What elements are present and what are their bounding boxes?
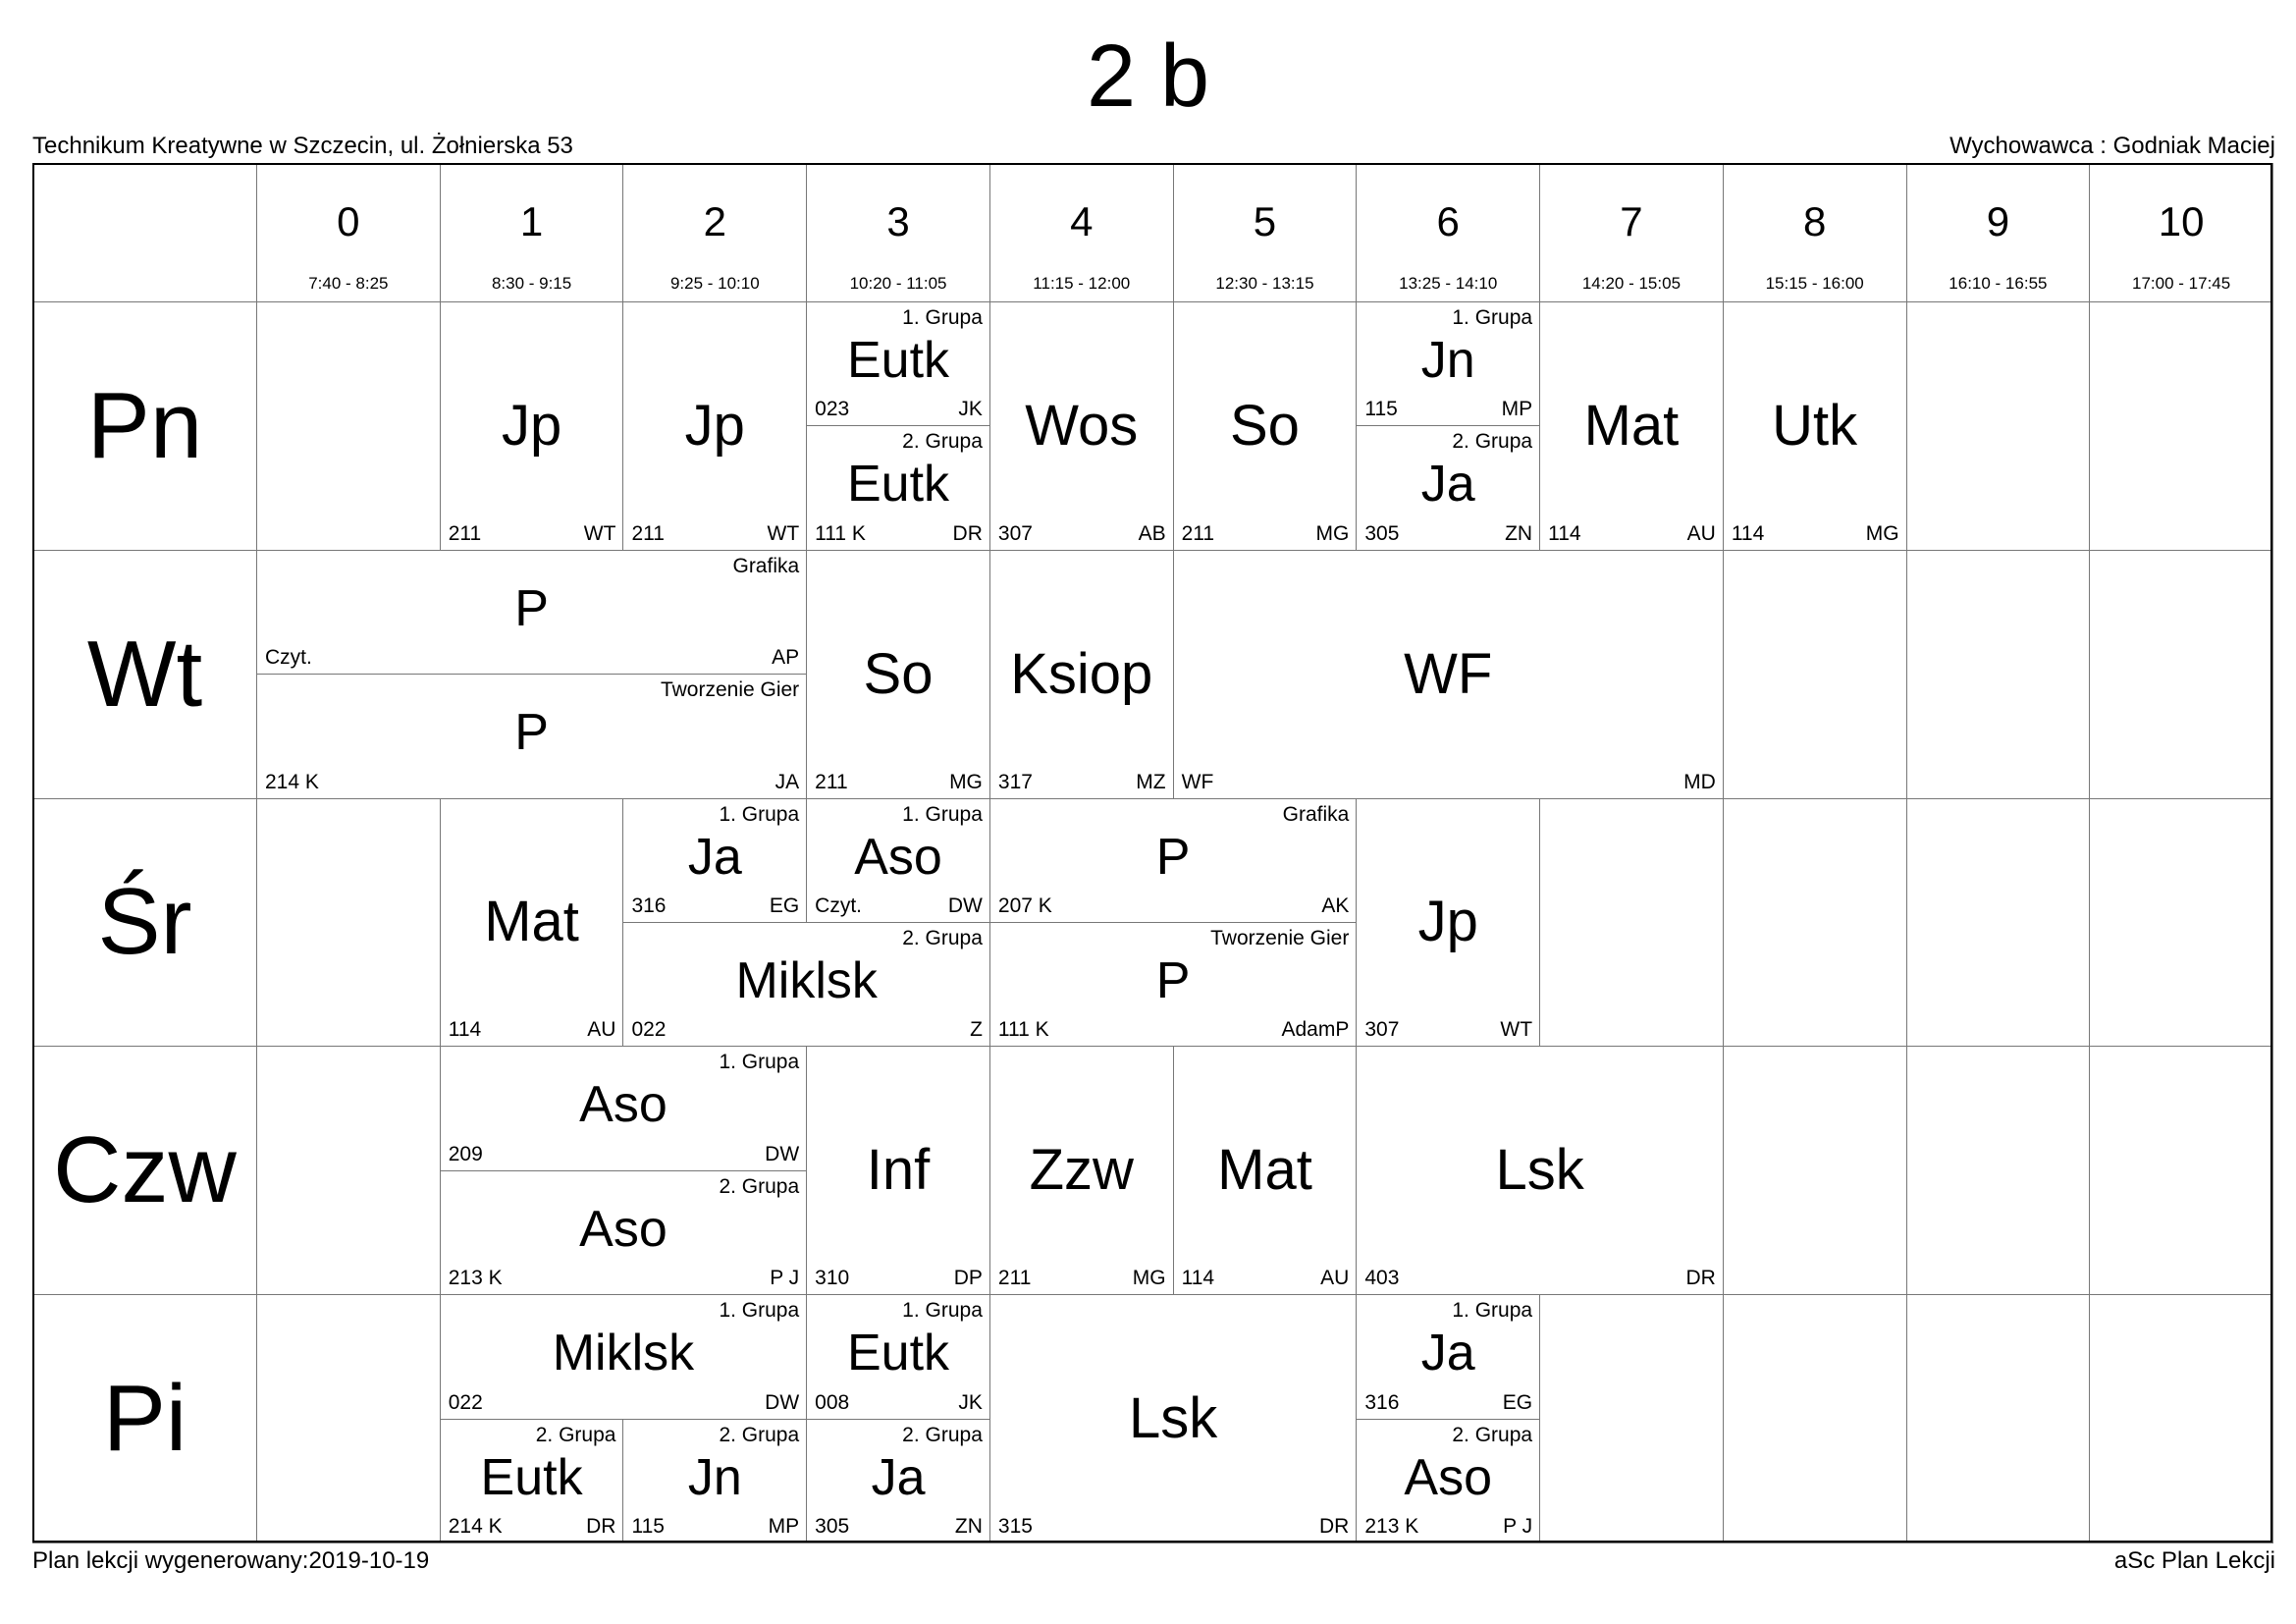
lesson-room: 115 <box>1364 398 1398 421</box>
lesson-room: Czyt. <box>265 646 312 670</box>
period-number: 0 <box>337 198 360 244</box>
lesson-subject: Jn <box>687 1448 742 1506</box>
lesson-teacher: MG <box>949 770 983 793</box>
lesson-group: 1. Grupa <box>1452 1299 1533 1323</box>
lesson-room: 114 <box>1731 521 1765 545</box>
lesson-group: 1. Grupa <box>719 1299 800 1323</box>
lesson-subject: Aso <box>1404 1448 1493 1506</box>
lesson-room: Czyt. <box>815 893 863 917</box>
period-time: 7:40 - 8:25 <box>308 274 389 293</box>
lesson-teacher: P J <box>1503 1514 1533 1538</box>
lesson-teacher: AU <box>587 1018 616 1042</box>
app-name: aSc Plan Lekcji <box>2113 1547 2275 1574</box>
lesson-room: 213 K <box>1364 1514 1419 1538</box>
lesson-subject: Miklsk <box>735 951 878 1009</box>
lesson-teacher: AdamP <box>1281 1018 1350 1042</box>
lesson-subject: Ja <box>1420 456 1475 514</box>
lesson-teacher: JK <box>958 398 983 421</box>
lesson-teacher: MP <box>1501 398 1533 421</box>
lesson-subject: Ja <box>871 1448 926 1506</box>
period-time: 10:20 - 11:05 <box>849 274 947 293</box>
lesson-subject: Jp <box>684 393 745 458</box>
lesson-room: 008 <box>815 1390 850 1414</box>
lesson-room: 213 K <box>448 1267 503 1290</box>
lesson-group: 1. Grupa <box>902 306 983 329</box>
day-name: Pi <box>102 1366 187 1472</box>
lesson-subject: Miklsk <box>552 1325 695 1382</box>
period-time: 15:15 - 16:00 <box>1765 274 1864 293</box>
lesson-teacher: WT <box>1500 1018 1533 1042</box>
lesson-room: 211 <box>448 521 482 545</box>
lesson-subject: Wos <box>1025 393 1139 458</box>
lesson-teacher: DW <box>765 1142 800 1165</box>
lesson-group: 2. Grupa <box>902 927 983 949</box>
lesson-teacher: DR <box>952 521 983 545</box>
lesson-teacher: MP <box>768 1514 800 1538</box>
lesson-subject: Eutk <box>847 456 950 514</box>
lesson-room: 114 <box>1181 1267 1215 1290</box>
lesson-subject: WF <box>1404 641 1493 706</box>
lesson-group: Grafika <box>1282 802 1350 826</box>
lesson-teacher: AK <box>1321 893 1350 917</box>
lesson-subject: Lsk <box>1129 1386 1218 1451</box>
lesson-teacher: DP <box>953 1267 983 1290</box>
lesson-subject: Mat <box>1583 393 1680 458</box>
lesson-group: Tworzenie Gier <box>1210 927 1350 949</box>
lesson-room: WF <box>1181 770 1214 793</box>
lesson-teacher: MG <box>1315 521 1350 545</box>
lesson-subject: Lsk <box>1495 1138 1584 1203</box>
lesson-room: 211 <box>631 521 665 545</box>
lesson-group: 1. Grupa <box>719 802 800 826</box>
lesson-room: 317 <box>997 770 1033 793</box>
lesson-subject: P <box>1155 828 1191 886</box>
lesson-subject: Aso <box>854 828 942 886</box>
lesson-room: 307 <box>997 521 1033 545</box>
period-number: 1 <box>519 198 544 244</box>
period-number: 7 <box>1620 198 1643 244</box>
lesson-room: 022 <box>631 1018 667 1042</box>
lesson-room: 214 K <box>265 770 319 793</box>
lesson-room: 214 K <box>448 1514 503 1538</box>
lesson-subject: Eutk <box>480 1448 583 1506</box>
lesson-subject: P <box>514 579 549 637</box>
lesson-group: 1. Grupa <box>902 1299 983 1323</box>
lesson-teacher: EG <box>1502 1390 1533 1414</box>
school-name: Technikum Kreatywne w Szczecin, ul. Żołnierska 53 <box>32 133 573 159</box>
lesson-teacher: JK <box>958 1390 983 1414</box>
lesson-subject: Eutk <box>847 331 950 389</box>
lesson-subject: Jp <box>1417 890 1478 954</box>
lesson-teacher: AB <box>1138 521 1166 545</box>
lesson-subject: Aso <box>579 1076 667 1134</box>
period-time: 12:30 - 13:15 <box>1215 274 1314 293</box>
lesson-subject: So <box>1230 393 1300 458</box>
lesson-group: 2. Grupa <box>719 1174 800 1198</box>
lesson-room: 211 <box>997 1267 1032 1290</box>
page-title: 2 b <box>1086 27 1210 126</box>
lesson-teacher: ZN <box>954 1514 983 1538</box>
lesson-teacher: WT <box>583 521 616 545</box>
lesson-teacher: DR <box>1685 1267 1716 1290</box>
lesson-teacher: DW <box>947 893 983 917</box>
period-number: 8 <box>1802 198 1827 244</box>
lesson-room: 207 K <box>997 893 1052 917</box>
lesson-subject: P <box>514 704 549 762</box>
lesson-room: 111 K <box>997 1018 1049 1042</box>
lesson-subject: P <box>1155 951 1191 1009</box>
lesson-subject: Mat <box>484 890 579 954</box>
lesson-group: 2. Grupa <box>535 1423 616 1446</box>
lesson-group: 1. Grupa <box>1452 306 1533 329</box>
period-number: 6 <box>1436 198 1460 244</box>
lesson-teacher: DW <box>765 1390 800 1414</box>
lesson-group: 2. Grupa <box>902 1423 983 1446</box>
lesson-group: 1. Grupa <box>902 802 983 826</box>
lesson-room: 209 <box>448 1142 483 1165</box>
lesson-subject: Utk <box>1772 393 1858 458</box>
homeroom-teacher: Wychowawca : Godniak Maciej <box>1949 133 2275 159</box>
lesson-teacher: MZ <box>1136 770 1166 793</box>
lesson-room: 111 K <box>815 521 866 545</box>
lesson-room: 403 <box>1364 1267 1400 1290</box>
generated-date: Plan lekcji wygenerowany:2019-10-19 <box>32 1547 430 1574</box>
period-time: 16:10 - 16:55 <box>1949 274 2048 293</box>
lesson-room: 023 <box>815 398 850 421</box>
day-name: Czw <box>53 1117 237 1223</box>
lesson-teacher: EG <box>769 893 800 917</box>
lesson-subject: Inf <box>866 1138 931 1203</box>
period-number: 4 <box>1070 198 1094 244</box>
lesson-teacher: AU <box>1320 1267 1350 1290</box>
lesson-teacher: AU <box>1686 521 1716 545</box>
lesson-subject: Eutk <box>847 1325 950 1382</box>
lesson-subject: Zzw <box>1029 1138 1134 1203</box>
lesson-teacher: MG <box>1132 1267 1166 1290</box>
lesson-subject: Aso <box>579 1200 667 1258</box>
lesson-group: 1. Grupa <box>719 1051 800 1074</box>
lesson-room: 305 <box>815 1514 850 1538</box>
lesson-subject: Ksiop <box>1010 641 1153 706</box>
period-time: 17:00 - 17:45 <box>2132 274 2231 293</box>
period-time: 9:25 - 10:10 <box>669 274 760 293</box>
lesson-subject: Jp <box>501 393 562 458</box>
lesson-subject: So <box>863 641 934 706</box>
lesson-room: 315 <box>997 1514 1033 1538</box>
lesson-room: 114 <box>448 1018 482 1042</box>
period-number: 10 <box>2158 198 2205 244</box>
day-name: Pn <box>86 372 203 478</box>
lesson-teacher: MD <box>1683 770 1716 793</box>
lesson-room: 114 <box>1548 521 1581 545</box>
lesson-teacher: MG <box>1865 521 1899 545</box>
lesson-teacher: JA <box>774 770 800 793</box>
lesson-room: 305 <box>1364 521 1400 545</box>
lesson-room: 316 <box>1364 1390 1400 1414</box>
lesson-teacher: DR <box>586 1514 616 1538</box>
lesson-teacher: WT <box>767 521 800 545</box>
period-number: 2 <box>703 198 726 244</box>
period-time: 11:15 - 12:00 <box>1033 274 1131 293</box>
lesson-group: Grafika <box>732 554 800 577</box>
lesson-subject: Ja <box>1420 1325 1475 1382</box>
lesson-subject: Mat <box>1217 1138 1312 1203</box>
period-number: 9 <box>1986 198 2010 244</box>
period-number: 5 <box>1253 198 1277 244</box>
lesson-teacher: DR <box>1319 1514 1350 1538</box>
lesson-group: 2. Grupa <box>1452 1423 1533 1446</box>
lesson-group: Tworzenie Gier <box>660 678 800 702</box>
lesson-subject: Jn <box>1420 331 1475 389</box>
lesson-room: 211 <box>1181 521 1215 545</box>
lesson-group: 2. Grupa <box>719 1423 800 1446</box>
period-time: 13:25 - 14:10 <box>1399 274 1498 293</box>
period-number: 3 <box>886 198 910 244</box>
lesson-group: 2. Grupa <box>902 430 983 454</box>
period-time: 14:20 - 15:05 <box>1581 274 1682 293</box>
period-time: 8:30 - 9:15 <box>491 274 572 293</box>
lesson-group: 2. Grupa <box>1452 430 1533 454</box>
lesson-teacher: Z <box>970 1018 983 1042</box>
lesson-teacher: AP <box>772 646 800 670</box>
lesson-teacher: ZN <box>1505 521 1533 545</box>
day-name: Wt <box>86 621 203 727</box>
lesson-room: 316 <box>631 893 667 917</box>
lesson-room: 310 <box>815 1267 850 1290</box>
lesson-subject: Ja <box>687 828 742 886</box>
lesson-room: 211 <box>815 770 848 793</box>
lesson-teacher: P J <box>770 1267 800 1290</box>
lesson-room: 307 <box>1364 1018 1400 1042</box>
lesson-room: 115 <box>631 1514 665 1538</box>
timetable-frame <box>32 163 2272 1543</box>
day-name: Śr <box>97 869 192 975</box>
lesson-room: 022 <box>448 1390 483 1414</box>
